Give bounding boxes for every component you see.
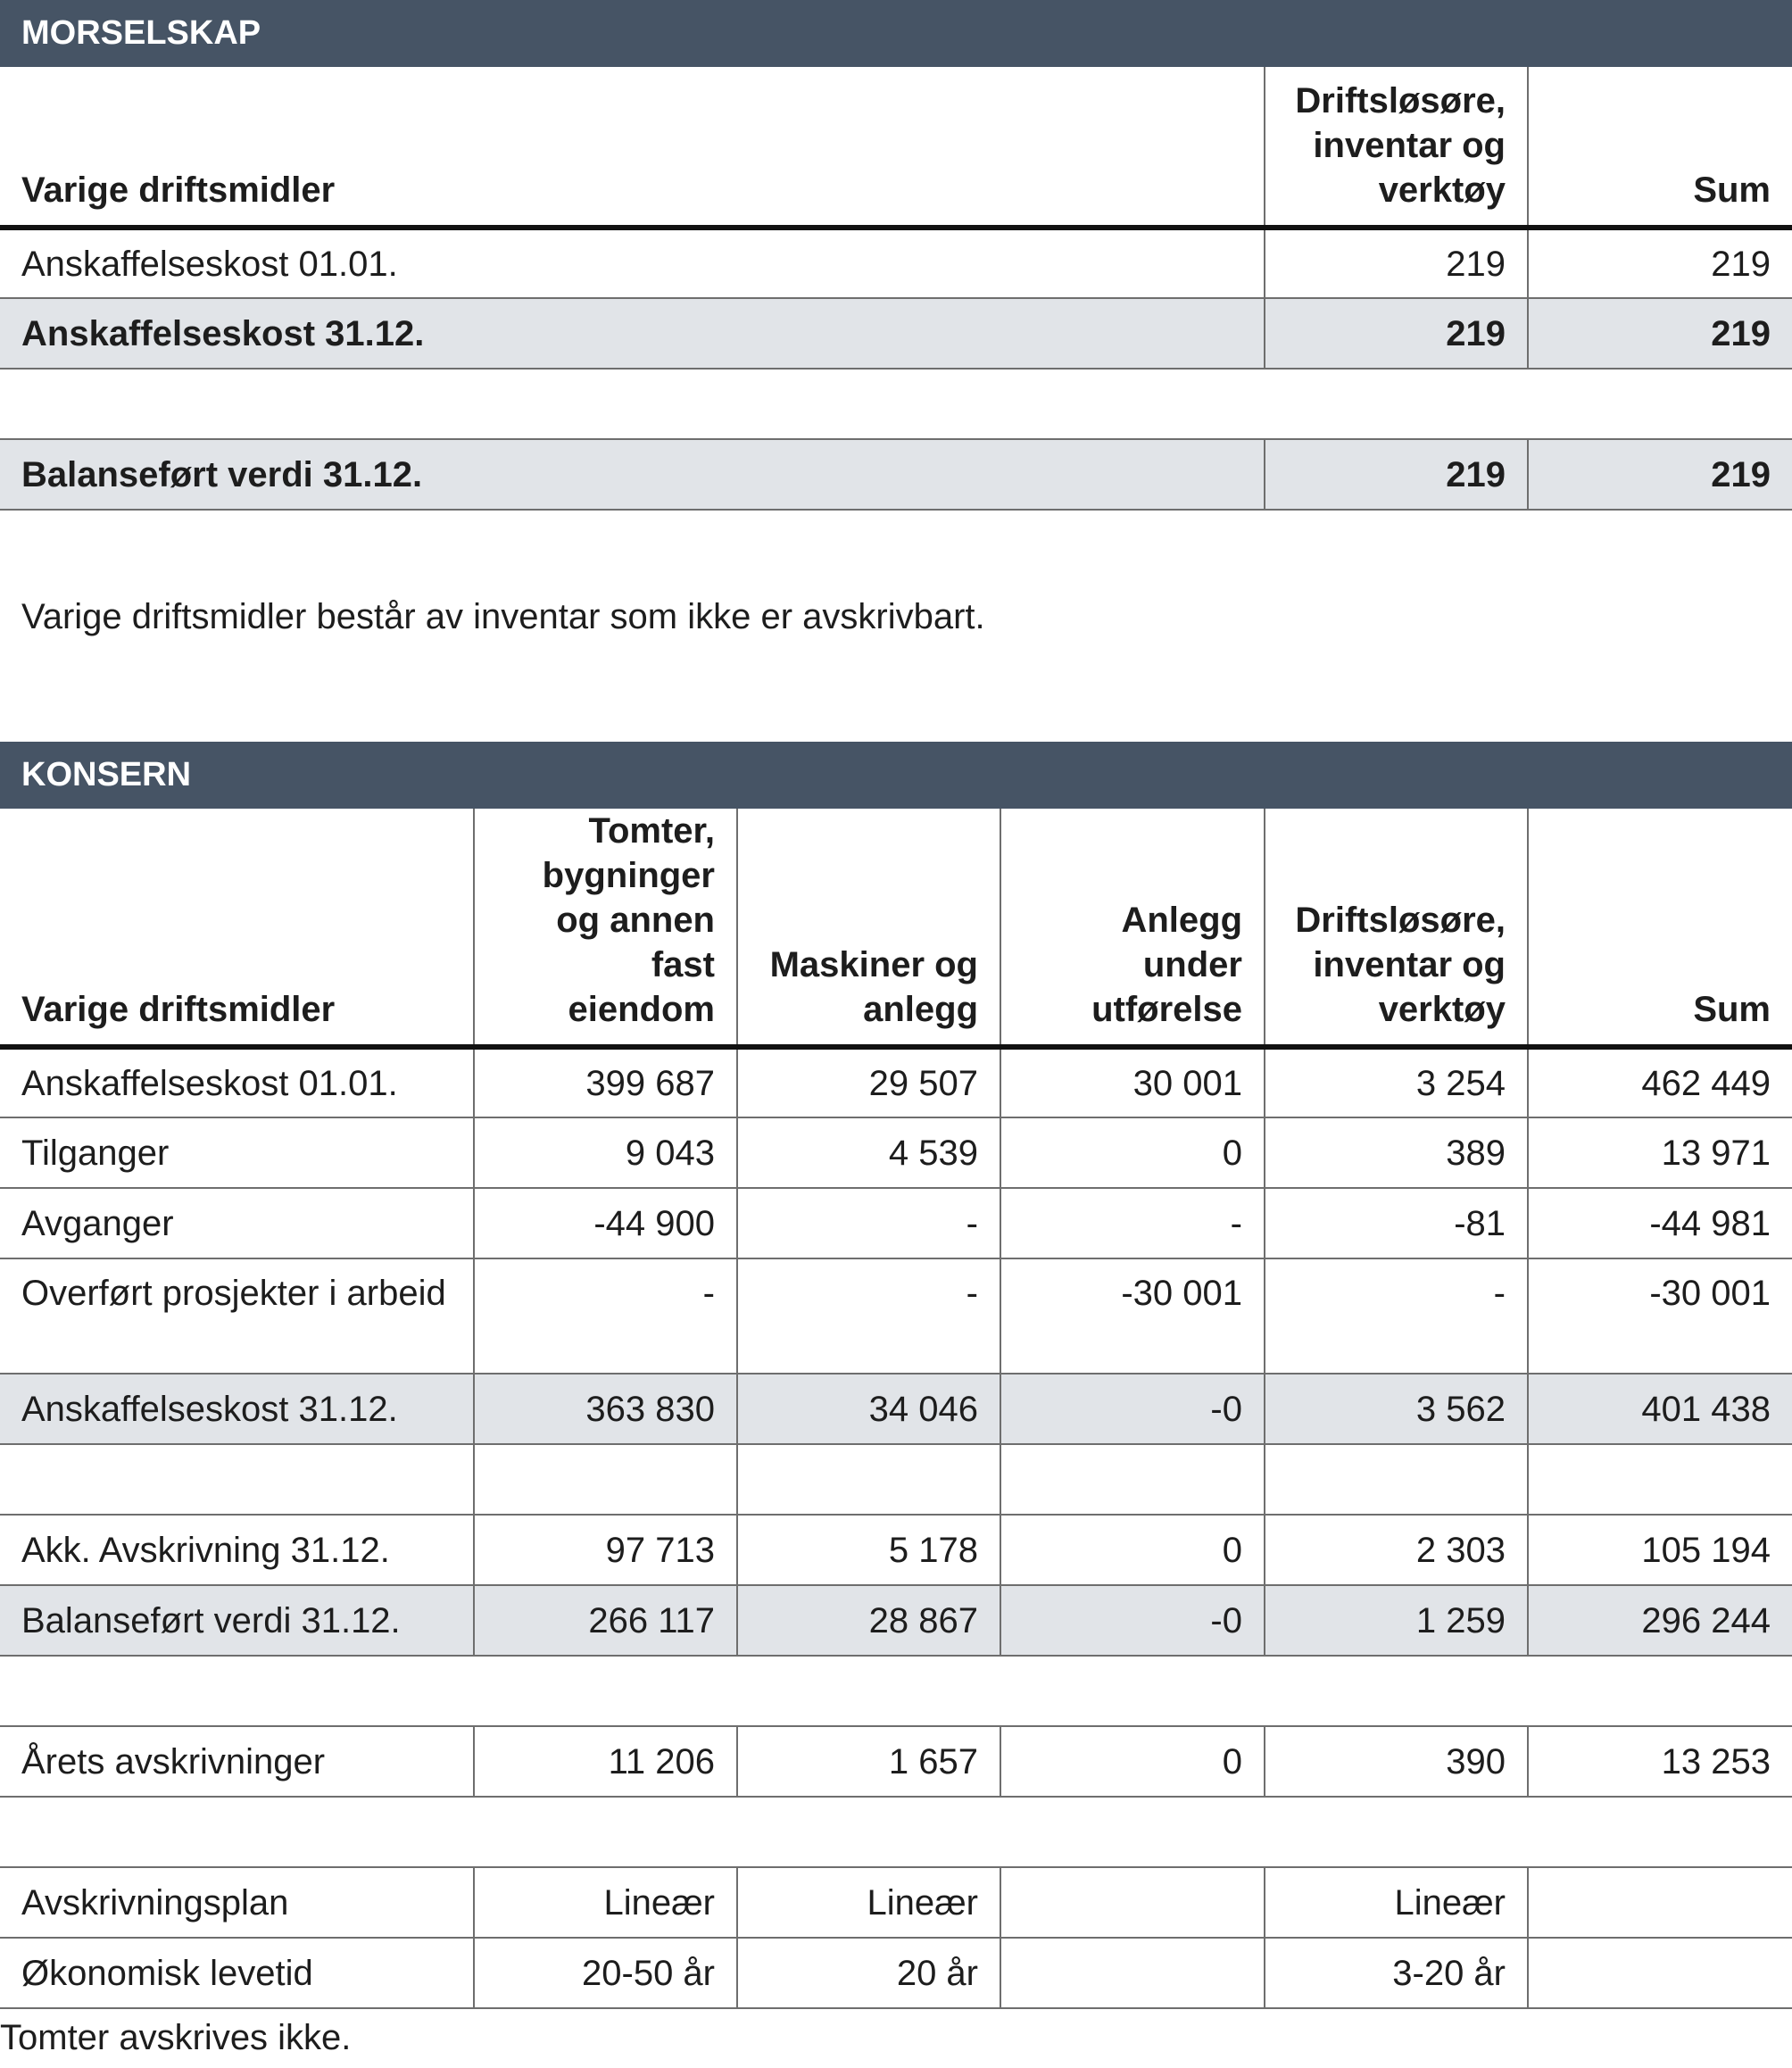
table-cell: 30 001 xyxy=(1000,1047,1265,1117)
table-cell: 219 xyxy=(1265,439,1528,510)
table-cell: 13 253 xyxy=(1528,1726,1792,1797)
table-cell: 20-50 år xyxy=(474,1938,737,2008)
table-cell: 28 867 xyxy=(737,1585,1000,1656)
table-cell: -44 981 xyxy=(1528,1188,1792,1258)
table-cell xyxy=(1528,1938,1792,2008)
table-cell: - xyxy=(737,1188,1000,1258)
table-cell: 34 046 xyxy=(737,1374,1000,1444)
spacer-row xyxy=(0,1444,1792,1515)
table-cell: -30 001 xyxy=(1528,1258,1792,1374)
spacer-row xyxy=(0,1797,1792,1867)
row-label: Balanseført verdi 31.12. xyxy=(0,1585,474,1656)
column-header-label: Varige driftsmidler xyxy=(0,67,1265,228)
spacer-row xyxy=(0,1656,1792,1726)
table-cell: 399 687 xyxy=(474,1047,737,1117)
row-label: Avganger xyxy=(0,1188,474,1258)
column-header-tomter: Tomter, bygninger og annen fast eiendom xyxy=(474,809,737,1047)
table-cell: 401 438 xyxy=(1528,1374,1792,1444)
table-cell: - xyxy=(474,1258,737,1374)
table-cell: 1 259 xyxy=(1265,1585,1528,1656)
table-cell: 3-20 år xyxy=(1265,1938,1528,2008)
column-header-driftslosore: Driftsløsøre, inventar og verktøy xyxy=(1265,809,1528,1047)
table-cell: 3 562 xyxy=(1265,1374,1528,1444)
row-label: Tilganger xyxy=(0,1117,474,1188)
table-cell: 219 xyxy=(1265,228,1528,298)
table-row xyxy=(0,439,1792,510)
table-cell: 219 xyxy=(1528,228,1792,298)
column-header-driftslosore: Driftsløsøre, inventar og verktøy xyxy=(1265,67,1528,228)
column-header-label: Varige driftsmidler xyxy=(0,809,474,1047)
table-cell: 390 xyxy=(1265,1726,1528,1797)
konsern-table xyxy=(0,809,1792,2009)
spacer-row xyxy=(0,369,1792,439)
table-cell: - xyxy=(1000,1188,1265,1258)
table-cell: 9 043 xyxy=(474,1117,737,1188)
row-label: Årets avskrivninger xyxy=(0,1726,474,1797)
table-row xyxy=(0,298,1792,369)
table-cell: 29 507 xyxy=(737,1047,1000,1117)
table-cell: - xyxy=(737,1258,1000,1374)
table-row xyxy=(0,1117,1792,1188)
table-cell: 219 xyxy=(1528,298,1792,369)
row-label: Anskaffelseskost 01.01. xyxy=(0,1047,474,1117)
table-cell: 0 xyxy=(1000,1515,1265,1585)
table-cell: -30 001 xyxy=(1000,1258,1265,1374)
row-label: Overført prosjekter i arbeid xyxy=(0,1258,474,1374)
table-cell: 219 xyxy=(1265,298,1528,369)
row-label: Avskrivningsplan xyxy=(0,1867,474,1938)
table-cell: 462 449 xyxy=(1528,1047,1792,1117)
row-label: Anskaffelseskost 01.01. xyxy=(0,228,1265,298)
table-cell: - xyxy=(1265,1258,1528,1374)
table-cell: -0 xyxy=(1000,1585,1265,1656)
table-cell: 4 539 xyxy=(737,1117,1000,1188)
table-row xyxy=(0,1726,1792,1797)
column-header-anlegg-under-utforelse: Anlegg under utførelse xyxy=(1000,809,1265,1047)
table-cell: Lineær xyxy=(474,1867,737,1938)
row-label: Anskaffelseskost 31.12. xyxy=(0,298,1265,369)
table-row xyxy=(0,228,1792,298)
table-cell: 389 xyxy=(1265,1117,1528,1188)
morselskap-header: MORSELSKAP xyxy=(0,0,1792,67)
row-label: Anskaffelseskost 31.12. xyxy=(0,1374,474,1444)
table-cell: Lineær xyxy=(737,1867,1000,1938)
row-label: Økonomisk levetid xyxy=(0,1938,474,2008)
table-cell: 3 254 xyxy=(1265,1047,1528,1117)
column-header-maskiner: Maskiner og anlegg xyxy=(737,809,1000,1047)
table-cell: 105 194 xyxy=(1528,1515,1792,1585)
table-cell: 20 år xyxy=(737,1938,1000,2008)
table-row xyxy=(0,1374,1792,1444)
table-cell: -81 xyxy=(1265,1188,1528,1258)
table-cell: 11 206 xyxy=(474,1726,737,1797)
table-cell: 1 657 xyxy=(737,1726,1000,1797)
table-row xyxy=(0,1047,1792,1117)
row-label: Akk. Avskrivning 31.12. xyxy=(0,1515,474,1585)
table-row xyxy=(0,1585,1792,1656)
table-cell xyxy=(1000,1867,1265,1938)
morselskap-table xyxy=(0,67,1792,511)
table-cell: 2 303 xyxy=(1265,1515,1528,1585)
table-cell: 363 830 xyxy=(474,1374,737,1444)
morselskap-note: Varige driftsmidler består av inventar som ikke er avskrivbart. xyxy=(21,597,985,636)
table-cell: 266 117 xyxy=(474,1585,737,1656)
row-label: Balanseført verdi 31.12. xyxy=(0,439,1265,510)
konsern-note: Tomter avskrives ikke. xyxy=(0,2018,352,2057)
table-cell: Lineær xyxy=(1265,1867,1528,1938)
table-cell: -44 900 xyxy=(474,1188,737,1258)
table-cell: -0 xyxy=(1000,1374,1265,1444)
table-cell xyxy=(1000,1938,1265,2008)
table-cell: 5 178 xyxy=(737,1515,1000,1585)
table-cell: 296 244 xyxy=(1528,1585,1792,1656)
column-header-sum: Sum xyxy=(1528,67,1792,228)
table-cell: 219 xyxy=(1528,439,1792,510)
table-cell xyxy=(1528,1867,1792,1938)
table-cell: 13 971 xyxy=(1528,1117,1792,1188)
table-row xyxy=(0,1515,1792,1585)
table-row xyxy=(0,1188,1792,1258)
table-row xyxy=(0,1867,1792,1938)
table-cell: 0 xyxy=(1000,1726,1265,1797)
konsern-header: KONSERN xyxy=(0,742,1792,809)
table-row xyxy=(0,1938,1792,2008)
column-header-sum: Sum xyxy=(1528,809,1792,1047)
table-row xyxy=(0,1258,1792,1374)
table-cell: 97 713 xyxy=(474,1515,737,1585)
table-cell: 0 xyxy=(1000,1117,1265,1188)
